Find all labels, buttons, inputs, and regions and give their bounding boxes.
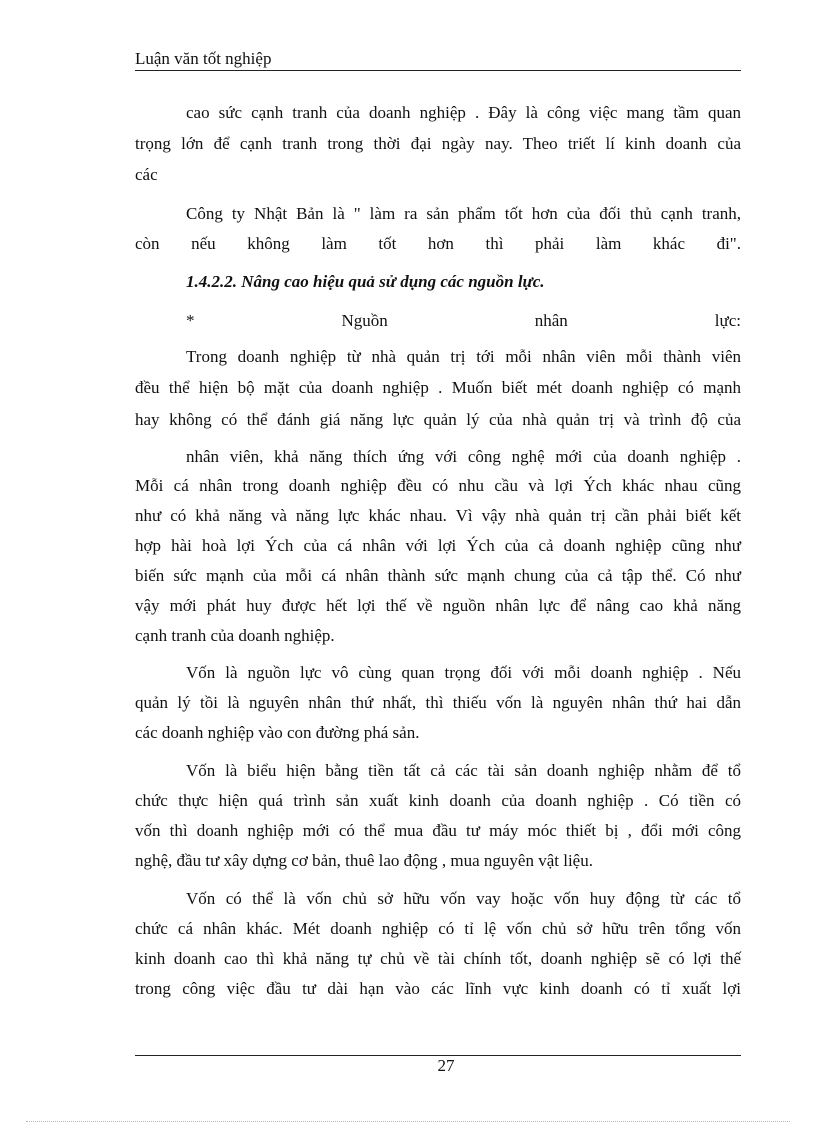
- text-line: Mỗi cá nhân trong doanh nghiệp đều có nhu cầu và lợi Ých khác nhau cũng: [135, 476, 741, 495]
- text-line: kinh doanh cao thì khả năng tự chủ về tài chính tốt, doanh nghiệp sẽ có lợi thế: [135, 949, 741, 968]
- text-line: Công ty Nhật Bản là " làm ra sản phẩm tốt hơn của đối thủ cạnh tranh,: [186, 204, 741, 223]
- text-line: Vốn có thể là vốn chủ sở hữu vốn vay hoặc vốn huy động từ các tổ: [186, 889, 741, 908]
- text-line: quản lý tồi là nguyên nhân thứ nhất, thì thiếu vốn là nguyên nhân thứ hai dẫn: [135, 693, 741, 712]
- text-line: cao sức cạnh tranh của doanh nghiệp . Đây là công việc mang tầm quan: [186, 103, 741, 122]
- text-line: cạnh tranh của doanh nghiệp.: [135, 626, 335, 645]
- text-line: Trong doanh nghiệp từ nhà quản trị tới mỗi nhân viên mỗi thành viên: [186, 347, 741, 366]
- text-line: như có khả năng và năng lực khác nhau. Vì vậy nhà quản trị cần phải biết kết: [135, 506, 741, 525]
- text-line: nhân viên, khả năng thích ứng với công nghệ mới của doanh nghiệp .: [186, 447, 741, 466]
- subsection-heading: * Nguồn nhân lực:: [186, 311, 741, 330]
- text-line: vậy mới phát huy được hết lợi thế về nguồn nhân lực để nâng cao khả năng: [135, 596, 741, 615]
- text-line: đều thể hiện bộ mặt của doanh nghiệp . Muốn biết mét doanh nghiệp có mạnh: [135, 378, 741, 397]
- header-divider: [135, 70, 741, 71]
- text-line: trong công việc đầu tư dài hạn vào các lĩnh vực kinh doanh có tỉ xuất lợi: [135, 979, 741, 998]
- text-line: biến sức mạnh của mỗi cá nhân thành sức mạnh chung của cả tập thể. Có như: [135, 566, 741, 585]
- text-line: còn nếu không làm tốt hơn thì phải làm khác đi".: [135, 234, 741, 253]
- text-line: Vốn là nguồn lực vô cùng quan trọng đối với mỗi doanh nghiệp . Nếu: [186, 663, 741, 682]
- section-heading: 1.4.2.2. Nâng cao hiệu quả sử dụng các nguồn lực.: [186, 272, 545, 291]
- text-line: các doanh nghiệp vào con đường phá sản.: [135, 723, 420, 742]
- text-line: hợp hài hoà lợi Ých của cá nhân với lợi Ých của cả doanh nghiệp cũng như: [135, 536, 741, 555]
- page-number: 27: [437, 1056, 455, 1075]
- text-line: Vốn là biểu hiện bằng tiền tất cả các tài sản doanh nghiệp nhằm để tổ: [186, 761, 741, 780]
- text-line: vốn thì doanh nghiệp mới có thể mua đầu tư máy móc thiết bị , đổi mới công: [135, 821, 741, 840]
- text-line: chức cá nhân khác. Mét doanh nghiệp có tỉ lệ vốn chủ sở hữu trên tổng vốn: [135, 919, 741, 938]
- text-line: chức thực hiện quá trình sản xuất kinh doanh của doanh nghiệp . Có tiền có: [135, 791, 741, 810]
- page-bottom-border: [26, 1121, 790, 1122]
- text-line: các: [135, 165, 158, 184]
- header-title: Luận văn tốt nghiệp: [135, 49, 272, 68]
- text-line: trọng lớn để cạnh tranh trong thời đại ngày nay. Theo triết lí kinh doanh của: [135, 134, 741, 153]
- text-line: nghệ, đầu tư xây dựng cơ bản, thuê lao động , mua nguyên vật liệu.: [135, 851, 593, 870]
- text-line: hay không có thể đánh giá năng lực quản lý của nhà quản trị và trình độ của: [135, 410, 741, 429]
